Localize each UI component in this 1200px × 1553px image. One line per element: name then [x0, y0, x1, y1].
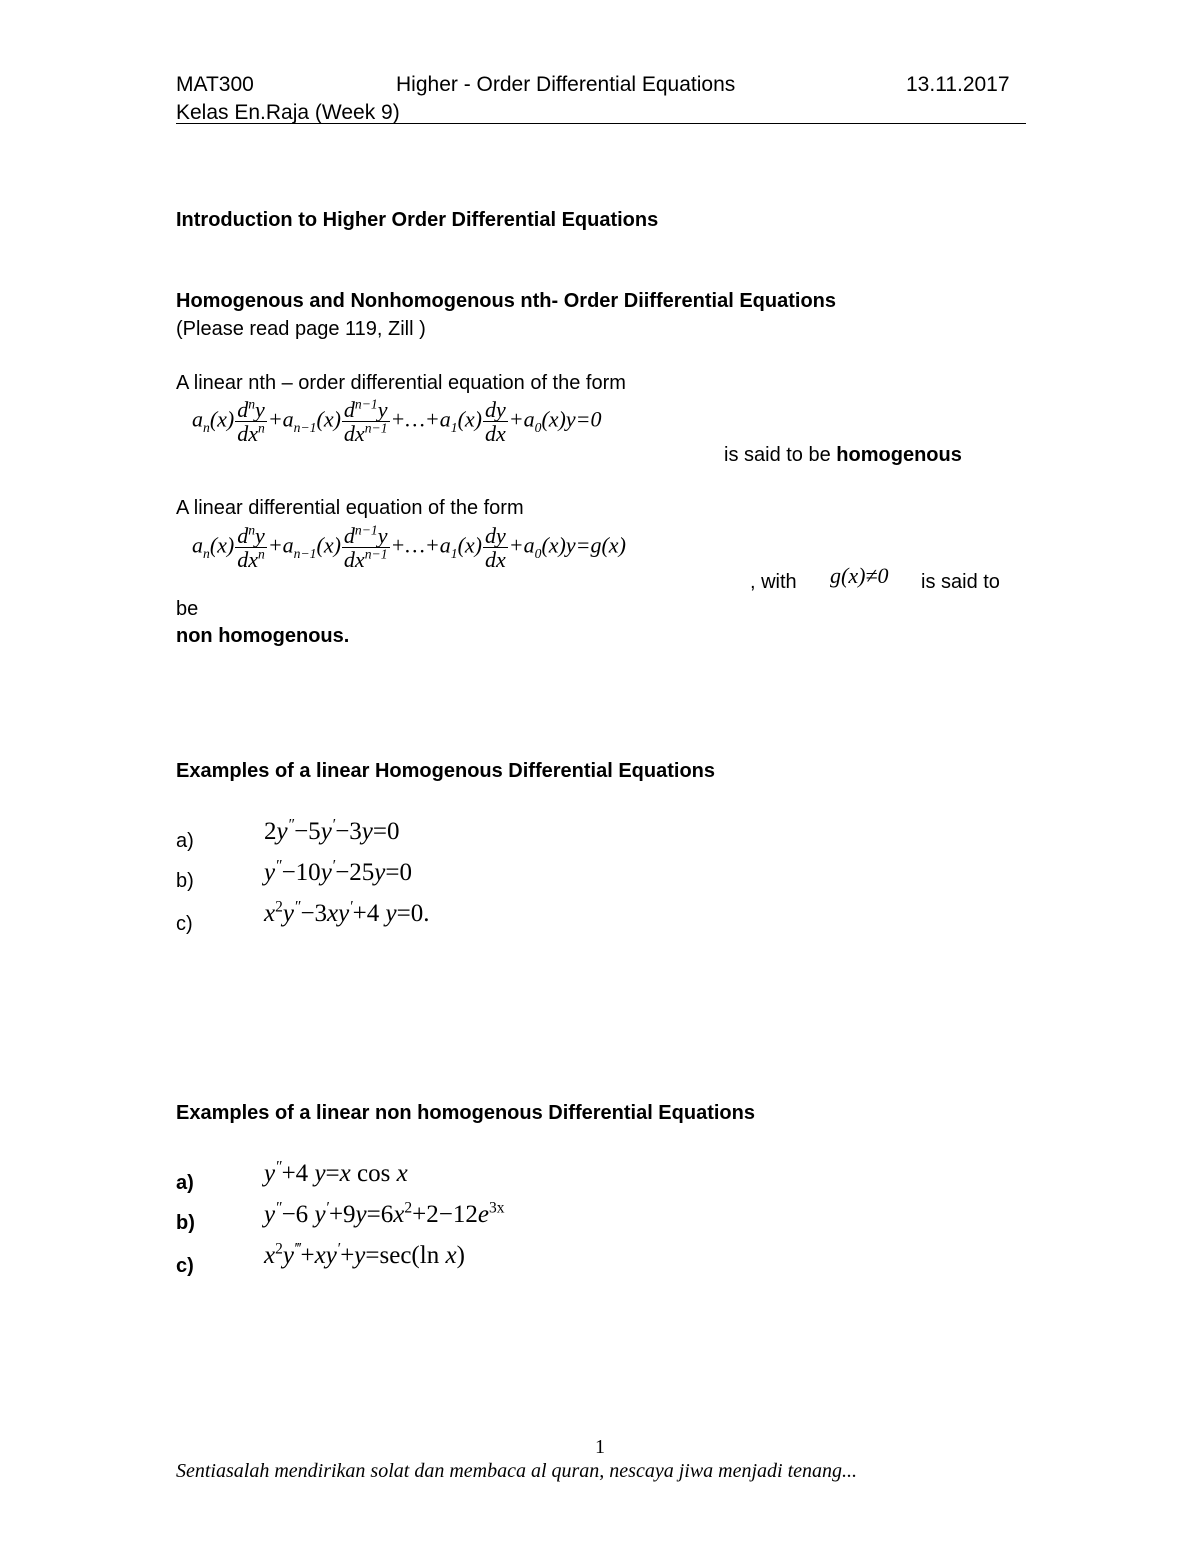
example-label: c) — [176, 1255, 194, 1277]
nonhomogenous-be: be — [176, 598, 199, 620]
homogenous-example-c: $x^2y''-3xy'+4$ y=0. — [264, 898, 430, 927]
nonhomogenous-example-b: y″−6 $y'+9y=6x^2+2-12e^{3x}$ — [264, 1199, 505, 1228]
example-label: a) — [176, 1172, 194, 1194]
homogenous-examples-heading: Examples of a linear Homogenous Differential Equations — [176, 760, 715, 782]
g-nonzero-condition: g(x)≠0 — [830, 563, 889, 588]
example-label: b) — [176, 1212, 195, 1234]
homogenous-suffix-text: is said to be — [724, 444, 837, 466]
document-date: 13.11.2017 — [906, 73, 1010, 96]
reading-note: (Please read page 119, Zill ) — [176, 318, 426, 340]
section-heading: Homogenous and Nonhomogenous nth- Order Diifferential Equations — [176, 290, 836, 312]
class-subtitle: Kelas En.Raja (Week 9) — [176, 101, 400, 124]
nonhomogenous-examples-heading: Examples of a linear non homogenous Differential Equations — [176, 1102, 755, 1124]
header-rule — [176, 123, 1026, 124]
example-label: b) — [176, 870, 194, 892]
nonhomogenous-example-a: y″+4 y=x cos x — [264, 1158, 408, 1187]
homogenous-example-b: y″−10y′−25y=0 — [264, 857, 413, 886]
intro-heading: Introduction to Higher Order Differential Equations — [176, 209, 659, 231]
example-label: a) — [176, 830, 194, 852]
footer-quote: Sentiasalah mendirikan solat dan membaca al quran, nescaya jiwa menjadi tenang... — [176, 1460, 858, 1482]
nonhomogenous-equation: $a_n(x)$ $\frac{d^ny}{dx^n}$ $+a_{n-1}(x)$ $\frac{d^{n-1}y}{dx^{n-1}}$ $+\dots+a_1(x)$ $\frac{dy}{dx}$ $+a_0(x)y=g(x)$ — [192, 522, 626, 573]
page-number: 1 — [595, 1436, 605, 1458]
nonhomogenous-with: , with — [750, 571, 797, 593]
homogenous-suffix — [724, 444, 962, 467]
document-title: Higher - Order Differential Equations — [396, 73, 736, 96]
nonhomogenous-term: non homogenous. — [176, 625, 350, 647]
nonhomogenous-said: is said to — [921, 571, 1000, 593]
nonhomogenous-example-c: $x^2y^‴+xy'+y=\sec(\ln$ x) — [264, 1240, 465, 1269]
homogenous-equation: $a_n(x)$ $\frac{d^ny}{dx^n}$ $+a_{n-1}(x)$ $\frac{d^{n-1}y}{dx^{n-1}}$ $+\dots+a_1(x)$ $\frac{dy}{dx}$ $+a_0(x)y=0$ — [192, 396, 602, 447]
example-label: c) — [176, 913, 193, 935]
course-code: MAT300 — [176, 73, 254, 96]
homogenous-intro: A linear nth – order differential equation of the form — [176, 372, 626, 394]
homogenous-example-a: 2y″−5y′−3y=0 — [264, 816, 400, 845]
nonhomogenous-intro: A linear differential equation of the form — [176, 497, 524, 519]
homogenous-term: homogenous — [836, 444, 962, 466]
